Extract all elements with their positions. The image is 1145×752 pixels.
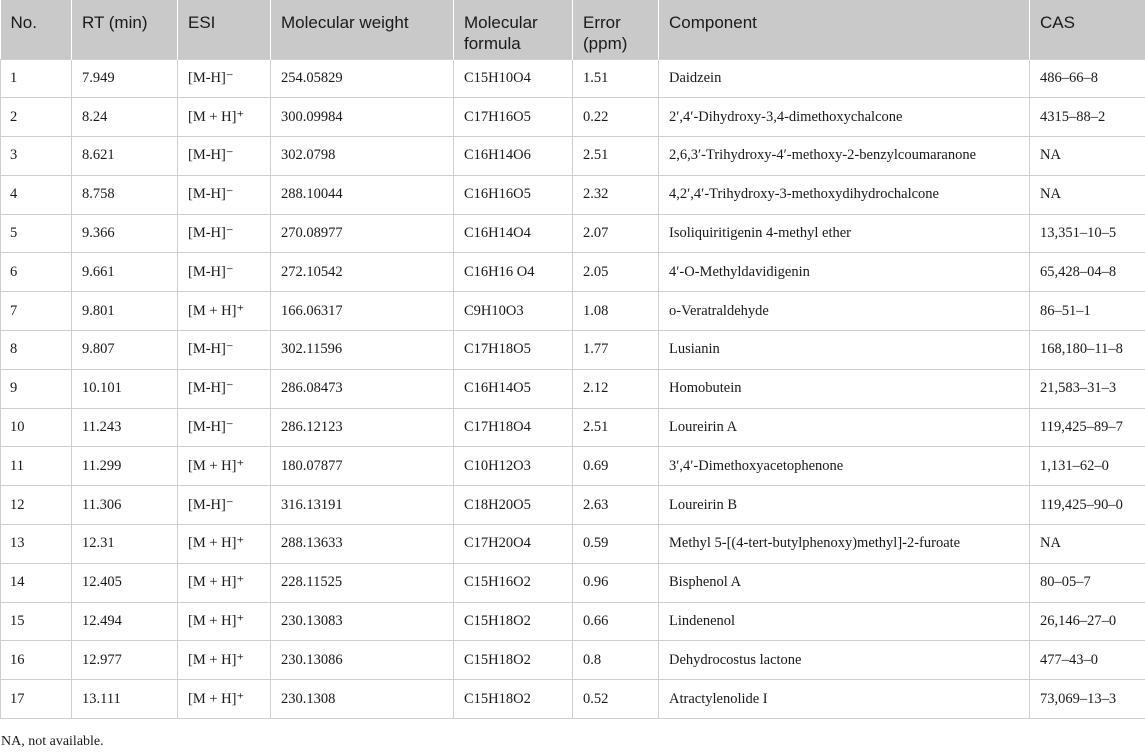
cell-cas: NA — [1030, 175, 1145, 214]
cell-no: 17 — [1, 680, 72, 719]
cell-molecular-formula: C16H16 O4 — [454, 253, 573, 292]
cell-no: 14 — [1, 563, 72, 602]
cell-rt: 12.405 — [72, 563, 178, 602]
cell-no: 3 — [1, 137, 72, 176]
cell-cas: 4315–88–2 — [1030, 98, 1145, 137]
cell-cas: 65,428–04–8 — [1030, 253, 1145, 292]
cell-molecular-weight: 286.08473 — [271, 369, 454, 408]
cell-molecular-weight: 286.12123 — [271, 408, 454, 447]
table-row — [1, 214, 1145, 253]
table-row — [1, 59, 1145, 98]
cell-esi: [M-H]⁻ — [178, 408, 271, 447]
cell-esi: [M-H]⁻ — [178, 175, 271, 214]
cell-molecular-formula: C17H16O5 — [454, 98, 573, 137]
cell-no: 9 — [1, 369, 72, 408]
table-row — [1, 563, 1145, 602]
cell-molecular-weight: 230.1308 — [271, 680, 454, 719]
table-row — [1, 331, 1145, 370]
cell-molecular-formula: C17H20O4 — [454, 525, 573, 564]
cell-molecular-formula: C15H18O2 — [454, 641, 573, 680]
cell-error: 1.51 — [573, 59, 659, 98]
cell-cas: 168,180–11–8 — [1030, 331, 1145, 370]
cell-cas: 26,146–27–0 — [1030, 602, 1145, 641]
cell-molecular-formula: C9H10O3 — [454, 292, 573, 331]
header-rt: RT (min) — [72, 0, 178, 59]
cell-molecular-formula: C18H20O5 — [454, 486, 573, 525]
header-molecular-formula: Molecular formula — [454, 0, 573, 59]
cell-molecular-weight: 302.11596 — [271, 331, 454, 370]
cell-molecular-formula: C16H16O5 — [454, 175, 573, 214]
table-row — [1, 137, 1145, 176]
cell-esi: [M-H]⁻ — [178, 137, 271, 176]
cell-molecular-formula: C15H18O2 — [454, 602, 573, 641]
cell-no: 16 — [1, 641, 72, 680]
cell-molecular-formula: C16H14O6 — [454, 137, 573, 176]
cell-molecular-weight: 228.11525 — [271, 563, 454, 602]
cell-molecular-weight: 302.0798 — [271, 137, 454, 176]
table-footnote: NA, not available. — [1, 734, 104, 749]
cell-component: Isoliquiritigenin 4-methyl ether — [659, 214, 1030, 253]
header-row — [1, 0, 1145, 59]
cell-error: 0.69 — [573, 447, 659, 486]
cell-molecular-weight: 230.13083 — [271, 602, 454, 641]
cell-esi: [M + H]⁺ — [178, 447, 271, 486]
cell-error: 2.07 — [573, 214, 659, 253]
cell-rt: 8.24 — [72, 98, 178, 137]
table-row — [1, 680, 1145, 719]
cell-component: Atractylenolide I — [659, 680, 1030, 719]
cell-rt: 9.807 — [72, 331, 178, 370]
cell-no: 2 — [1, 98, 72, 137]
cell-molecular-weight: 288.13633 — [271, 525, 454, 564]
cell-component: 4′-O-Methyldavidigenin — [659, 253, 1030, 292]
header-esi: ESI — [178, 0, 271, 59]
cell-rt: 12.494 — [72, 602, 178, 641]
header-molecular-weight: Molecular weight — [271, 0, 454, 59]
cell-cas: 119,425–90–0 — [1030, 486, 1145, 525]
cell-component: 2′,4′-Dihydroxy-3,4-dimethoxychalcone — [659, 98, 1030, 137]
cell-molecular-formula: C15H16O2 — [454, 563, 573, 602]
cell-molecular-weight: 316.13191 — [271, 486, 454, 525]
cell-no: 5 — [1, 214, 72, 253]
cell-error: 1.08 — [573, 292, 659, 331]
cell-molecular-formula: C17H18O4 — [454, 408, 573, 447]
cell-error: 0.59 — [573, 525, 659, 564]
table-body — [1, 59, 1145, 719]
header-error: Error (ppm) — [573, 0, 659, 59]
cell-component: Homobutein — [659, 369, 1030, 408]
cell-no: 10 — [1, 408, 72, 447]
cell-component: 2,6,3′-Trihydroxy-4′-methoxy-2-benzylcoumaranone — [659, 137, 1030, 176]
cell-molecular-formula: C15H10O4 — [454, 59, 573, 98]
cell-esi: [M + H]⁺ — [178, 525, 271, 564]
cell-no: 1 — [1, 59, 72, 98]
cell-no: 15 — [1, 602, 72, 641]
cell-no: 6 — [1, 253, 72, 292]
table-row — [1, 641, 1145, 680]
cell-molecular-weight: 254.05829 — [271, 59, 454, 98]
cell-molecular-weight: 270.08977 — [271, 214, 454, 253]
cell-rt: 9.801 — [72, 292, 178, 331]
cell-component: Dehydrocostus lactone — [659, 641, 1030, 680]
cell-rt: 9.661 — [72, 253, 178, 292]
header-component: Component — [659, 0, 1030, 59]
table-row — [1, 486, 1145, 525]
cell-esi: [M + H]⁺ — [178, 602, 271, 641]
cell-error: 0.66 — [573, 602, 659, 641]
cell-component: Loureirin B — [659, 486, 1030, 525]
header-cas: CAS — [1030, 0, 1145, 59]
table-header — [1, 0, 1145, 59]
cell-no: 12 — [1, 486, 72, 525]
cell-molecular-formula: C17H18O5 — [454, 331, 573, 370]
cell-component: Bisphenol A — [659, 563, 1030, 602]
cell-molecular-weight: 230.13086 — [271, 641, 454, 680]
cell-cas: NA — [1030, 525, 1145, 564]
cell-rt: 11.243 — [72, 408, 178, 447]
cell-rt: 8.621 — [72, 137, 178, 176]
cell-component: 4,2′,4′-Trihydroxy-3-methoxydihydrochalcone — [659, 175, 1030, 214]
cell-molecular-weight: 300.09984 — [271, 98, 454, 137]
cell-error: 2.51 — [573, 137, 659, 176]
table-row — [1, 447, 1145, 486]
cell-esi: [M + H]⁺ — [178, 641, 271, 680]
cell-molecular-weight: 288.10044 — [271, 175, 454, 214]
table-row — [1, 253, 1145, 292]
table-row — [1, 369, 1145, 408]
cell-component: Daidzein — [659, 59, 1030, 98]
cell-rt: 7.949 — [72, 59, 178, 98]
cell-rt: 13.111 — [72, 680, 178, 719]
table-row — [1, 408, 1145, 447]
cell-cas: 21,583–31–3 — [1030, 369, 1145, 408]
cell-rt: 11.299 — [72, 447, 178, 486]
cell-component: Lindenenol — [659, 602, 1030, 641]
cell-molecular-weight: 272.10542 — [271, 253, 454, 292]
table-row — [1, 602, 1145, 641]
cell-cas: NA — [1030, 137, 1145, 176]
cell-rt: 8.758 — [72, 175, 178, 214]
cell-rt: 9.366 — [72, 214, 178, 253]
cell-error: 1.77 — [573, 331, 659, 370]
cell-component: Loureirin A — [659, 408, 1030, 447]
table-row — [1, 98, 1145, 137]
cell-esi: [M + H]⁺ — [178, 98, 271, 137]
cell-cas: 119,425–89–7 — [1030, 408, 1145, 447]
cell-rt: 10.101 — [72, 369, 178, 408]
table-row — [1, 175, 1145, 214]
header-no: No. — [1, 0, 72, 59]
table-row — [1, 525, 1145, 564]
cell-esi: [M + H]⁺ — [178, 680, 271, 719]
cell-cas: 486–66–8 — [1030, 59, 1145, 98]
cell-cas: 86–51–1 — [1030, 292, 1145, 331]
cell-molecular-formula: C16H14O4 — [454, 214, 573, 253]
cell-esi: [M-H]⁻ — [178, 486, 271, 525]
cell-cas: 13,351–10–5 — [1030, 214, 1145, 253]
table-row — [1, 292, 1145, 331]
cell-esi: [M-H]⁻ — [178, 253, 271, 292]
cell-esi: [M + H]⁺ — [178, 292, 271, 331]
cell-error: 0.8 — [573, 641, 659, 680]
cell-rt: 12.31 — [72, 525, 178, 564]
cell-cas: 477–43–0 — [1030, 641, 1145, 680]
cell-error: 2.12 — [573, 369, 659, 408]
cell-error: 0.52 — [573, 680, 659, 719]
cell-molecular-formula: C16H14O5 — [454, 369, 573, 408]
cell-molecular-formula: C15H18O2 — [454, 680, 573, 719]
cell-error: 0.96 — [573, 563, 659, 602]
cell-rt: 12.977 — [72, 641, 178, 680]
cell-esi: [M-H]⁻ — [178, 214, 271, 253]
cell-esi: [M-H]⁻ — [178, 369, 271, 408]
cell-cas: 1,131–62–0 — [1030, 447, 1145, 486]
cell-error: 2.05 — [573, 253, 659, 292]
cell-rt: 11.306 — [72, 486, 178, 525]
cell-cas: 73,069–13–3 — [1030, 680, 1145, 719]
cell-error: 0.22 — [573, 98, 659, 137]
cell-component: o-Veratraldehyde — [659, 292, 1030, 331]
cell-error: 2.32 — [573, 175, 659, 214]
cell-no: 13 — [1, 525, 72, 564]
cell-molecular-weight: 180.07877 — [271, 447, 454, 486]
cell-component: Lusianin — [659, 331, 1030, 370]
cell-esi: [M-H]⁻ — [178, 59, 271, 98]
cell-component: 3′,4′-Dimethoxyacetophenone — [659, 447, 1030, 486]
cell-component: Methyl 5-[(4-tert-butylphenoxy)methyl]-2-furoate — [659, 525, 1030, 564]
cell-no: 7 — [1, 292, 72, 331]
cell-no: 8 — [1, 331, 72, 370]
cell-esi: [M-H]⁻ — [178, 331, 271, 370]
cell-cas: 80–05–7 — [1030, 563, 1145, 602]
cell-no: 11 — [1, 447, 72, 486]
cell-molecular-formula: C10H12O3 — [454, 447, 573, 486]
cell-error: 2.51 — [573, 408, 659, 447]
cell-molecular-weight: 166.06317 — [271, 292, 454, 331]
cell-error: 2.63 — [573, 486, 659, 525]
cell-no: 4 — [1, 175, 72, 214]
cell-esi: [M + H]⁺ — [178, 563, 271, 602]
